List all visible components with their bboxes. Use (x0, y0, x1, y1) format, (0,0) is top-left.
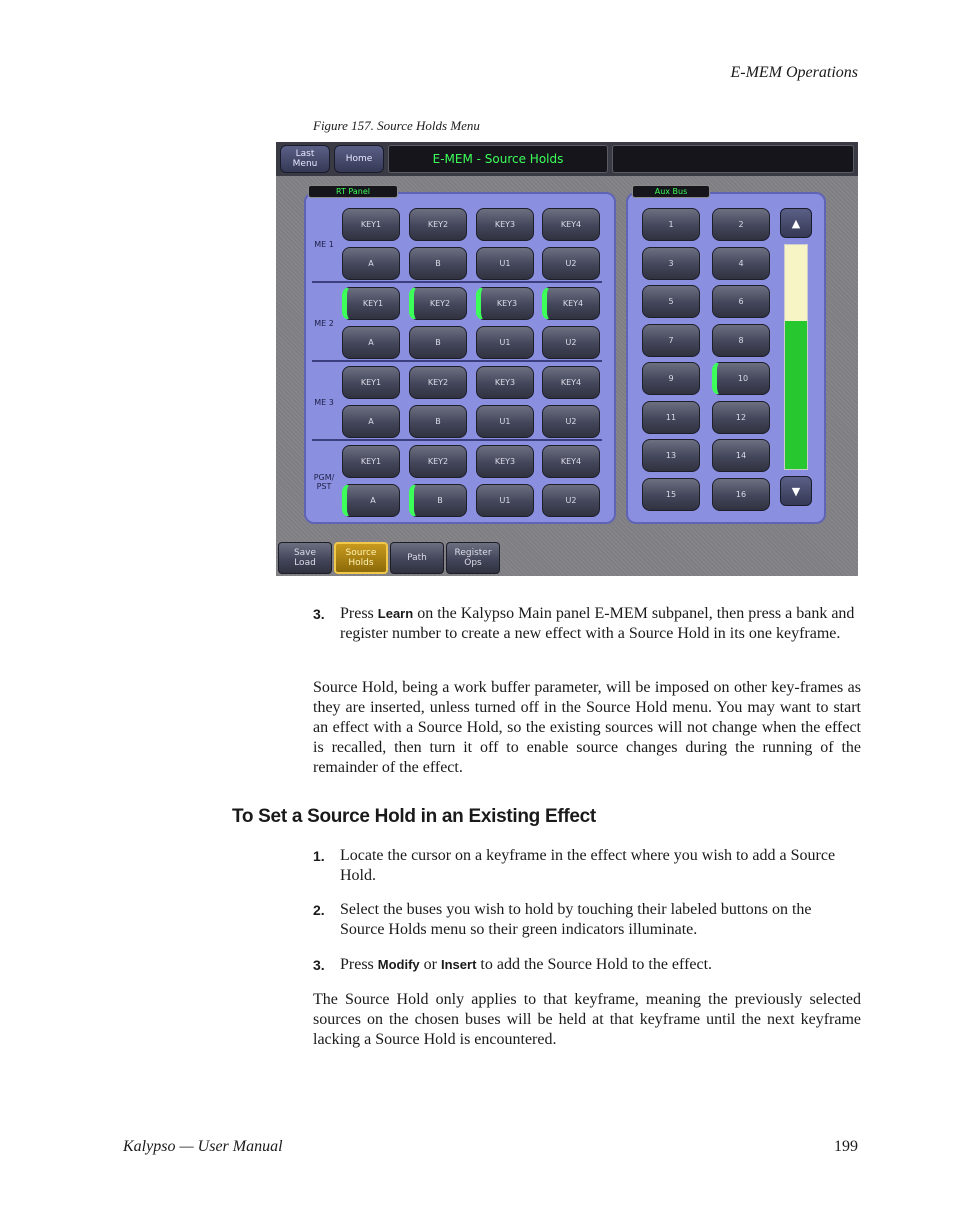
section-heading: To Set a Source Hold in an Existing Effect (232, 806, 596, 827)
source-hold-key-button[interactable]: KEY4 (542, 445, 600, 478)
aux-bus-button[interactable]: 9 (642, 362, 700, 395)
source-hold-bus-button[interactable]: A (342, 405, 400, 438)
aux-bus-button[interactable]: 15 (642, 478, 700, 511)
step-1-locate (313, 846, 858, 886)
menu-top-bar (276, 142, 858, 176)
source-hold-bus-button[interactable]: A (342, 326, 400, 359)
step-number: 3. (313, 606, 325, 622)
step-3-learn (313, 604, 858, 644)
source-hold-key-button[interactable]: KEY4 (542, 208, 600, 241)
source-hold-bus-button[interactable]: B (409, 484, 467, 517)
source-hold-bus-button[interactable]: U2 (542, 405, 600, 438)
aux-bus-button[interactable]: 7 (642, 324, 700, 357)
step-text (340, 604, 858, 644)
step-text-part: on the Kalypso Main panel E-MEM subpanel, then press a bank and register number to create a new effect with a Source Hold in its one keyframe. (340, 605, 855, 642)
source-hold-key-button[interactable]: KEY2 (409, 366, 467, 399)
step-text-part: Press (340, 605, 378, 622)
source-hold-key-button[interactable]: KEY3 (476, 366, 534, 399)
insert-keyword: Insert (441, 957, 477, 972)
scroll-thumb[interactable] (785, 245, 807, 321)
aux-bus-button[interactable]: 5 (642, 285, 700, 318)
tab-source-holds[interactable]: Source Holds (334, 542, 388, 574)
aux-bus-button[interactable]: 10 (712, 362, 770, 395)
row-label: PGM/ PST (313, 473, 335, 491)
scroll-track-fill (785, 321, 807, 469)
source-hold-key-button[interactable]: KEY2 (409, 208, 467, 241)
source-hold-key-button[interactable]: KEY3 (476, 445, 534, 478)
step-number: 1. (313, 848, 325, 864)
figure-caption: Figure 157. Source Holds Menu (313, 118, 480, 133)
footer-title: Kalypso — User Manual (123, 1138, 283, 1155)
home-button[interactable]: Home (334, 145, 384, 173)
source-hold-key-button[interactable]: KEY3 (476, 208, 534, 241)
source-hold-key-button[interactable]: KEY1 (342, 208, 400, 241)
paragraph-source-hold: Source Hold, being a work buffer parameter, will be imposed on other key-frames as they are inserted, unless turned off in the Source Hold menu. You may want to start an effect with a Source Hold, so the existing sources will not change when the effect is recalled, then turn it off to enable source changes during the running of the remainder of the effect. (313, 679, 861, 776)
source-hold-bus-button[interactable]: U1 (476, 405, 534, 438)
aux-bus-button[interactable]: 13 (642, 439, 700, 472)
step-3-modify (313, 955, 858, 975)
step-text-part: to add the Source Hold to the effect. (476, 956, 713, 973)
source-hold-bus-button[interactable]: U2 (542, 484, 600, 517)
aux-bus-button[interactable]: 8 (712, 324, 770, 357)
source-hold-key-button[interactable]: KEY3 (476, 287, 534, 320)
aux-bus-button[interactable]: 11 (642, 401, 700, 434)
source-hold-key-button[interactable]: KEY4 (542, 366, 600, 399)
row-label: ME 1 (314, 240, 334, 249)
running-header: E-MEM Operations (730, 64, 858, 81)
tab-register-ops[interactable]: Register Ops (446, 542, 500, 574)
source-hold-bus-button[interactable]: B (409, 405, 467, 438)
source-hold-bus-button[interactable]: A (342, 484, 400, 517)
aux-bus-button[interactable]: 4 (712, 247, 770, 280)
aux-bus-button[interactable]: 2 (712, 208, 770, 241)
source-hold-bus-button[interactable]: B (409, 326, 467, 359)
page-number: 199 (834, 1138, 858, 1155)
rt-panel-label: RT Panel (308, 185, 398, 198)
aux-bus-button[interactable]: 3 (642, 247, 700, 280)
source-hold-bus-button[interactable]: U1 (476, 484, 534, 517)
row-label: ME 3 (314, 398, 334, 407)
source-hold-key-button[interactable]: KEY4 (542, 287, 600, 320)
source-hold-key-button[interactable]: KEY2 (409, 287, 467, 320)
source-hold-key-button[interactable]: KEY1 (342, 366, 400, 399)
step-text-part: Press (340, 956, 378, 973)
source-hold-bus-button[interactable]: B (409, 247, 467, 280)
modify-keyword: Modify (377, 957, 420, 972)
step-number: 3. (313, 957, 325, 973)
source-hold-bus-button[interactable]: U1 (476, 326, 534, 359)
source-hold-bus-button[interactable]: U2 (542, 247, 600, 280)
row-label: ME 2 (314, 319, 334, 328)
aux-bus-button[interactable]: 14 (712, 439, 770, 472)
tab-save-load[interactable]: Save Load (278, 542, 332, 574)
source-holds-menu-figure (276, 142, 858, 576)
aux-scrollbar[interactable] (784, 244, 808, 470)
step-text-part: or (419, 956, 441, 973)
source-hold-key-button[interactable]: KEY1 (342, 287, 400, 320)
learn-keyword: Learn (377, 606, 414, 621)
source-hold-bus-button[interactable]: A (342, 247, 400, 280)
aux-bus-button[interactable]: 6 (712, 285, 770, 318)
paragraph-keyframe: The Source Hold only applies to that keyframe, meaning the previously selected sources on the chosen buses will be held at that keyframe until the next keyframe lacking a Source Hold is encountered. (313, 991, 861, 1048)
row-divider (312, 439, 602, 441)
aux-bus-button[interactable]: 16 (712, 478, 770, 511)
source-hold-bus-button[interactable]: U1 (476, 247, 534, 280)
scroll-down-button[interactable]: ▼ (780, 476, 812, 506)
source-hold-key-button[interactable]: KEY2 (409, 445, 467, 478)
step-2-select (313, 900, 858, 940)
scroll-up-button[interactable]: ▲ (780, 208, 812, 238)
step-text: Select the buses you wish to hold by touching their labeled buttons on the Source Holds menu so their green indicators illuminate. (340, 901, 812, 938)
row-divider (312, 360, 602, 362)
menu-title: E-MEM - Source Holds (388, 145, 608, 173)
step-text: Locate the cursor on a keyframe in the effect where you wish to add a Source Hold. (340, 847, 836, 884)
tab-path[interactable]: Path (390, 542, 444, 574)
step-number: 2. (313, 902, 325, 918)
source-hold-bus-button[interactable]: U2 (542, 326, 600, 359)
aux-bus-button[interactable]: 12 (712, 401, 770, 434)
source-hold-key-button[interactable]: KEY1 (342, 445, 400, 478)
aux-bus-button[interactable]: 1 (642, 208, 700, 241)
menu-title-secondary (612, 145, 854, 173)
aux-bus-label: Aux Bus (632, 185, 710, 198)
last-menu-button[interactable]: Last Menu (280, 145, 330, 173)
step-text (340, 955, 858, 975)
row-divider (312, 281, 602, 283)
